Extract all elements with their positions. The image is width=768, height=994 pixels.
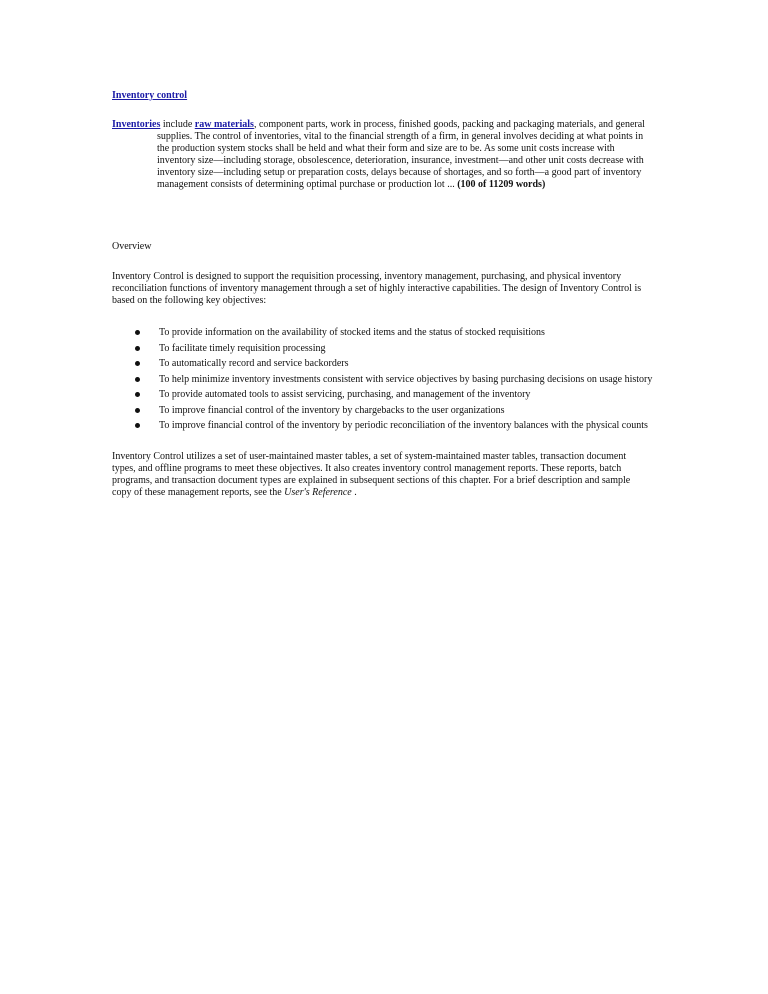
list-item (112, 420, 672, 436)
intro-include-word: include (162, 119, 193, 130)
objective-text: To improve financial control of the inventory by chargebacks to the user organizations (159, 404, 505, 416)
closing-end: . (354, 487, 357, 498)
bullet-icon (135, 330, 140, 335)
objective-text: To improve financial control of the inventory by periodic reconciliation of the inventory balances with the physical counts (159, 420, 648, 431)
list-item (112, 374, 672, 390)
bullet-icon (135, 408, 140, 413)
page-title (112, 90, 187, 102)
word-count: (100 of 11209 words) (457, 179, 546, 190)
inventories-link[interactable]: Inventories (112, 119, 161, 130)
intro-first-line (112, 119, 652, 131)
bullet-icon (135, 346, 140, 351)
bullet-icon (135, 377, 140, 382)
list-item (112, 389, 672, 405)
overview-heading: Overview (112, 241, 152, 252)
bullet-icon (135, 361, 140, 366)
objective-text: To provide information on the availability of stocked items and the status of stocked requisitions (159, 327, 545, 338)
objective-text: To automatically record and service backorders (159, 358, 349, 369)
objective-text: To facilitate timely requisition processing (159, 342, 326, 354)
intro-text-after-link: , component parts, work in process, finished goods, packing and packaging materials, and general (253, 119, 645, 130)
raw-materials-link[interactable]: raw materials (194, 119, 254, 130)
intro-paragraph (112, 119, 652, 191)
title-link[interactable]: Inventory control (112, 90, 188, 101)
list-item (112, 343, 672, 359)
objectives-list (112, 327, 672, 436)
bullet-icon (135, 423, 140, 428)
users-reference-title: User's Reference (284, 487, 352, 498)
list-item (112, 405, 672, 421)
objective-text: To help minimize inventory investments consistent with service objectives by basing purchasing decisions on usage history (159, 373, 653, 385)
list-item (112, 358, 672, 374)
closing-text: Inventory Control utilizes a set of user-maintained master tables, a set of system-maintained master tables, transaction document types, and offline programs to meet these objectives. It also creates inventory control management reports. These reports, batch programs, and transaction document types are explained in subsequent sections of this chapter. For a brief description and sample copy of these management reports, see the (112, 451, 631, 498)
bullet-icon (135, 392, 140, 397)
intro-continuation (112, 131, 652, 191)
objective-text: To provide automated tools to assist servicing, purchasing, and management of the inventory (159, 389, 531, 400)
overview-paragraph: Inventory Control is designed to support the requisition processing, inventory management, purchasing, and physical inventory reconciliation functions of inventory management through a set of highly interactive capabilities. The design of Inventory Control is based on the following key objectives: (112, 271, 642, 306)
list-item (112, 327, 672, 343)
closing-paragraph (112, 451, 652, 499)
intro-text-rest: supplies. The control of inventories, vital to the financial strength of a firm, in general involves deciding at what points in the production system stocks shall be held and what their form and size are to be. As some unit costs increase with inventory size—including storage, obsolescence, deterioration, insurance, investment—and other unit costs decrease with inventory size—including setup or preparation costs, delays because of shortages, and so forth—a good part of inventory management consists of determining optimal purchase or production lot ... (157, 131, 644, 190)
